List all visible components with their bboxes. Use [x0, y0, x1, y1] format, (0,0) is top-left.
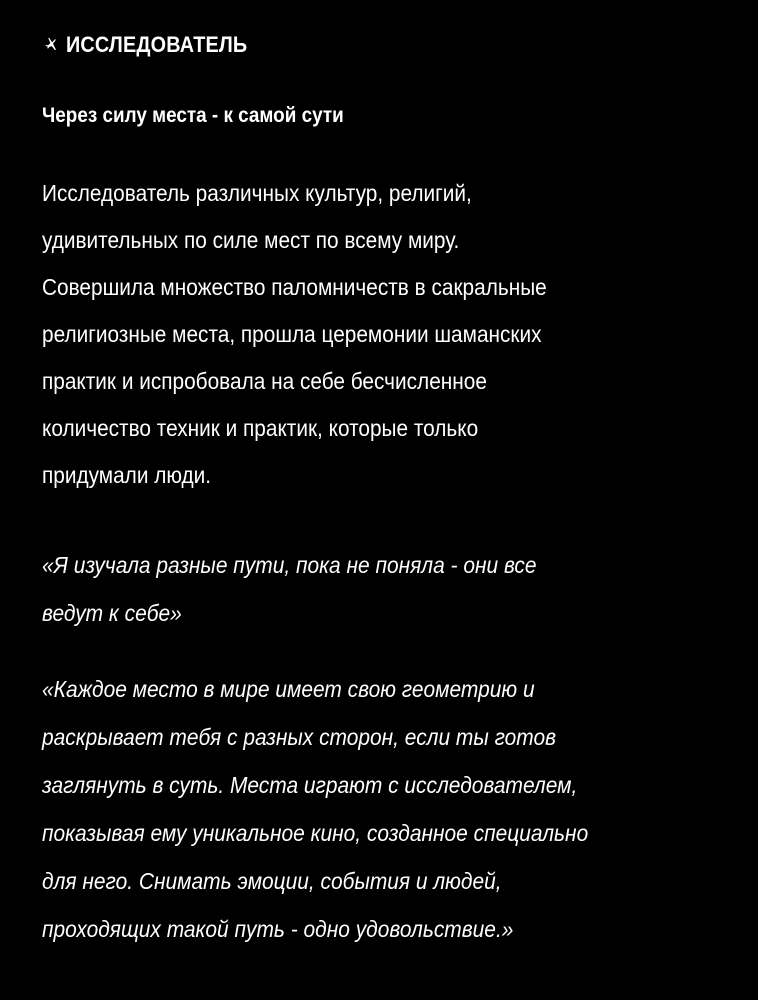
quote-long	[42, 665, 697, 953]
bio-line: количество техник и практик, которые только	[42, 415, 479, 441]
quote-line: ведут к себе»	[42, 600, 182, 626]
quote-line: «Каждое место в мире имеет свою геометрию и	[42, 676, 535, 702]
quote-line: «Я изучала разные пути, пока не поняла - они все	[42, 552, 537, 578]
quote-line: показывая ему уникальное кино, созданное специально	[42, 820, 589, 846]
bio-line: религиозные места, прошла церемонии шаманских	[42, 321, 542, 347]
quote-line: проходящих такой путь - одно удовольствие.»	[42, 916, 514, 942]
airplane-icon	[42, 36, 60, 54]
quote-line: для него. Снимать эмоции, события и людей,	[42, 868, 502, 894]
bio-line: практик и испробовала на себе бесчисленное	[42, 368, 487, 394]
section-header	[42, 30, 718, 60]
quote-line: раскрывает тебя с разных сторон, если ты готов	[42, 724, 557, 750]
bio-line: Исследователь различных культур, религий,	[42, 180, 472, 206]
bio-paragraph	[42, 170, 694, 499]
quote-line: заглянуть в суть. Места играют с исследователем,	[42, 772, 578, 798]
section-title: ИССЛЕДОВАТЕЛЬ	[66, 32, 248, 57]
subtitle: Через силу места - к самой сути	[42, 104, 344, 127]
bio-line: удивительных по силе мест по всему миру.	[42, 227, 460, 253]
bio-line: придумали люди.	[42, 462, 212, 488]
quote-short	[42, 541, 697, 637]
bio-line: Совершила множество паломничеств в сакральные	[42, 274, 547, 300]
